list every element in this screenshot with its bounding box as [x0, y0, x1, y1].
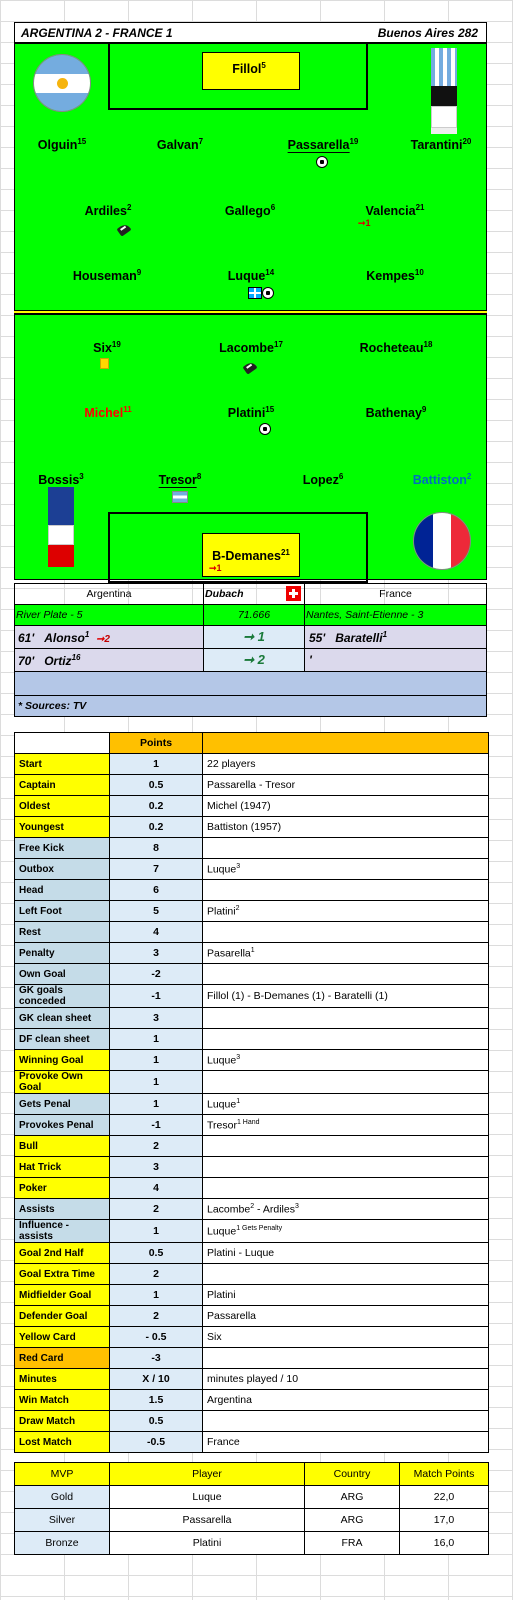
- points-label: Start: [15, 754, 110, 775]
- points-label: GK clean sheet: [15, 1008, 110, 1029]
- france-flag-icon: [413, 512, 471, 570]
- points-row: [15, 1071, 489, 1094]
- points-detail: minutes played / 10: [203, 1369, 489, 1390]
- points-label: Lost Match: [15, 1432, 110, 1453]
- sub2-home: 70' Ortiz$^{16}$: [15, 649, 204, 672]
- team-away: France: [305, 584, 487, 605]
- points-label: Left Foot: [15, 901, 110, 922]
- points-row: [15, 1157, 489, 1178]
- points-detail: Tresor$^{1 Hand}$: [203, 1115, 489, 1136]
- points-row: [15, 1199, 489, 1220]
- points-value: 7: [110, 859, 203, 880]
- points-row: [15, 1094, 489, 1115]
- points-label: Poker: [15, 1178, 110, 1199]
- referee: Dubach: [204, 584, 305, 605]
- mvp-header-player: Player: [110, 1463, 305, 1486]
- points-value: 1: [110, 1285, 203, 1306]
- home-club: River Plate - 5: [15, 605, 204, 626]
- points-row: [15, 943, 489, 964]
- points-value: -3: [110, 1348, 203, 1369]
- points-value: -2: [110, 964, 203, 985]
- goal-ball-icon: [262, 287, 274, 299]
- points-detail: [203, 1264, 489, 1285]
- points-detail: Six: [203, 1327, 489, 1348]
- match-title: ARGENTINA 2 - FRANCE 1: [21, 26, 173, 40]
- player-gallego: Gallego$^6$: [224, 203, 276, 219]
- points-label: Influence - assists: [15, 1220, 110, 1243]
- points-detail: [203, 1029, 489, 1050]
- points-row: [15, 1050, 489, 1071]
- points-row: [15, 754, 489, 775]
- mvp-row: [15, 1509, 489, 1532]
- points-detail: [203, 1008, 489, 1029]
- points-row: [15, 1411, 489, 1432]
- points-label: GK goals conceded: [15, 985, 110, 1008]
- sub2-away: ': [305, 649, 487, 672]
- points-row: [15, 1243, 489, 1264]
- points-detail: [203, 922, 489, 943]
- points-table: [14, 732, 489, 1453]
- points-label: DF clean sheet: [15, 1029, 110, 1050]
- switzerland-flag-icon: [286, 586, 301, 601]
- points-detail: Pasarella$^1$: [203, 943, 489, 964]
- mvp-cell: ARG: [305, 1509, 400, 1532]
- goal-ball-icon: [259, 423, 271, 435]
- points-detail: Battiston (1957): [203, 817, 489, 838]
- argentina-half: [14, 43, 487, 311]
- points-row: [15, 838, 489, 859]
- points-row: [15, 1115, 489, 1136]
- points-label: Captain: [15, 775, 110, 796]
- player-six: Six$^{19}$: [93, 340, 121, 356]
- points-row: [15, 1327, 489, 1348]
- points-label: Youngest: [15, 817, 110, 838]
- sub1-away: 55' Baratelli$^1$: [305, 626, 487, 649]
- player-battiston: Battiston$^2$: [412, 472, 472, 488]
- points-value: 5: [110, 901, 203, 922]
- points-row: [15, 985, 489, 1008]
- points-row: [15, 1008, 489, 1029]
- points-value: 0.5: [110, 1243, 203, 1264]
- mvp-cell: 17,0: [400, 1509, 489, 1532]
- sub-out-arrow-icon: ➞1: [358, 218, 371, 228]
- player-luque: Luque$^{14}$: [227, 268, 275, 284]
- points-value: 1: [110, 1220, 203, 1243]
- points-value: -0.5: [110, 1432, 203, 1453]
- points-value: 2: [110, 1136, 203, 1157]
- points-detail: [203, 1071, 489, 1094]
- points-value: -1: [110, 985, 203, 1008]
- points-value: 1: [110, 1050, 203, 1071]
- points-label: Goal 2nd Half: [15, 1243, 110, 1264]
- mvp-cell: 16,0: [400, 1532, 489, 1555]
- sources: * Sources: TV: [15, 696, 487, 717]
- points-label: Defender Goal: [15, 1306, 110, 1327]
- france-half: [14, 314, 487, 580]
- points-detail: Platini$^2$: [203, 901, 489, 922]
- points-value: 4: [110, 922, 203, 943]
- penalty-icon: [248, 287, 262, 299]
- points-label: Oldest: [15, 796, 110, 817]
- match-place: Buenos Aires 282: [377, 26, 478, 40]
- points-label: Provokes Penal: [15, 1115, 110, 1136]
- assist-boot-icon: [243, 360, 258, 374]
- points-row: [15, 880, 489, 901]
- player-passarella: Passarella$^{19}$: [287, 137, 359, 153]
- points-detail: Luque$^1$: [203, 1094, 489, 1115]
- points-detail: Luque$^{1 Gets Penalty}$: [203, 1220, 489, 1243]
- points-label: Gets Penal: [15, 1094, 110, 1115]
- points-detail: [203, 880, 489, 901]
- mvp-header-mvp: MVP: [15, 1463, 110, 1486]
- points-value: 2: [110, 1306, 203, 1327]
- mvp-cell: 22,0: [400, 1486, 489, 1509]
- points-label: Minutes: [15, 1369, 110, 1390]
- mvp-cell: Luque: [110, 1486, 305, 1509]
- yellow-card-icon: [100, 358, 109, 369]
- points-detail: Platini: [203, 1285, 489, 1306]
- points-detail: [203, 1411, 489, 1432]
- points-value: 3: [110, 943, 203, 964]
- points-label: Win Match: [15, 1390, 110, 1411]
- player-ardiles: Ardiles$^2$: [84, 203, 132, 219]
- points-row: [15, 1136, 489, 1157]
- points-row: [15, 1285, 489, 1306]
- mvp-table: [14, 1462, 489, 1555]
- points-label: Draw Match: [15, 1411, 110, 1432]
- points-row: [15, 964, 489, 985]
- argentina-flag-icon: [33, 54, 91, 112]
- points-row: [15, 1348, 489, 1369]
- points-label: Red Card: [15, 1348, 110, 1369]
- mvp-cell: Passarella: [110, 1509, 305, 1532]
- sub-out-arrow-icon: ➞1: [209, 563, 222, 573]
- points-value: 2: [110, 1199, 203, 1220]
- mvp-cell: Bronze: [15, 1532, 110, 1555]
- points-label: Outbox: [15, 859, 110, 880]
- player-michel: Michel$^{11}$: [84, 405, 132, 421]
- points-value: - 0.5: [110, 1327, 203, 1348]
- points-detail: Argentina: [203, 1390, 489, 1411]
- mvp-cell: ARG: [305, 1486, 400, 1509]
- argentina-kit-icon: [431, 48, 457, 134]
- player-houseman: Houseman$^9$: [72, 268, 142, 284]
- points-label: Midfielder Goal: [15, 1285, 110, 1306]
- points-row: [15, 1029, 489, 1050]
- points-detail: [203, 964, 489, 985]
- blank-row: [15, 672, 487, 696]
- points-detail: Michel (1947): [203, 796, 489, 817]
- player-kempes: Kempes$^{10}$: [366, 268, 424, 284]
- points-row: [15, 1390, 489, 1411]
- points-row: [15, 1220, 489, 1243]
- points-detail: [203, 1136, 489, 1157]
- points-value: 8: [110, 838, 203, 859]
- points-label: Head: [15, 880, 110, 901]
- player-rocheteau: Rocheteau$^{18}$: [359, 340, 433, 356]
- france-kit-icon: [48, 487, 74, 573]
- mvp-row: [15, 1486, 489, 1509]
- points-row: [15, 1306, 489, 1327]
- points-detail: [203, 1157, 489, 1178]
- points-detail: Luque$^3$: [203, 1050, 489, 1071]
- points-detail: France: [203, 1432, 489, 1453]
- points-row: [15, 817, 489, 838]
- player-lacombe: Lacombe$^{17}$: [219, 340, 283, 356]
- points-value: 0.2: [110, 817, 203, 838]
- points-value: 0.5: [110, 1411, 203, 1432]
- points-detail: [203, 838, 489, 859]
- mvp-header-country: Country: [305, 1463, 400, 1486]
- points-label: Hat Trick: [15, 1157, 110, 1178]
- points-detail: 22 players: [203, 754, 489, 775]
- player-olguin: Olguin$^{15}$: [37, 137, 87, 153]
- points-label: Free Kick: [15, 838, 110, 859]
- player-bathenay: Bathenay$^9$: [365, 405, 427, 421]
- player-fillol: Fillol$^5$: [232, 61, 266, 77]
- points-value: 6: [110, 880, 203, 901]
- points-label: Penalty: [15, 943, 110, 964]
- points-detail: Platini - Luque: [203, 1243, 489, 1264]
- assist-boot-icon: [117, 222, 132, 236]
- points-value: 1: [110, 754, 203, 775]
- points-detail: Lacombe$^2$ - Ardiles$^3$: [203, 1199, 489, 1220]
- player-tarantini: Tarantini$^{20}$: [410, 137, 472, 153]
- points-detail: Fillol (1) - B-Demanes (1) - Baratelli (1): [203, 985, 489, 1008]
- points-value: 3: [110, 1008, 203, 1029]
- points-value: 0.2: [110, 796, 203, 817]
- player-bossis: Bossis$^3$: [38, 472, 84, 488]
- points-value: 1: [110, 1029, 203, 1050]
- mvp-cell: Platini: [110, 1532, 305, 1555]
- match-info-table: [14, 583, 487, 717]
- points-value: 1: [110, 1094, 203, 1115]
- points-row: [15, 1432, 489, 1453]
- points-row: [15, 1264, 489, 1285]
- points-label: Goal Extra Time: [15, 1264, 110, 1285]
- points-label: Bull: [15, 1136, 110, 1157]
- goal-ball-icon: [316, 156, 328, 168]
- points-value: -1: [110, 1115, 203, 1136]
- points-value: 1: [110, 1071, 203, 1094]
- mvp-cell: Silver: [15, 1509, 110, 1532]
- points-detail: Passarella: [203, 1306, 489, 1327]
- arrow-sub-2: ➞ 2: [204, 649, 305, 672]
- attendance: 71.666: [204, 605, 305, 626]
- points-label: Assists: [15, 1199, 110, 1220]
- player-valencia: Valencia$^{21}$: [365, 203, 425, 219]
- points-value: 3: [110, 1157, 203, 1178]
- points-value: 0.5: [110, 775, 203, 796]
- points-row: [15, 859, 489, 880]
- points-row: [15, 1178, 489, 1199]
- away-club: Nantes, Saint-Etienne - 3: [305, 605, 487, 626]
- arrow-sub-1: ➞ 1: [204, 626, 305, 649]
- player-galvan: Galvan$^7$: [156, 137, 204, 153]
- points-label: Provoke Own Goal: [15, 1071, 110, 1094]
- points-detail: Luque$^3$: [203, 859, 489, 880]
- points-label: Winning Goal: [15, 1050, 110, 1071]
- points-row: [15, 796, 489, 817]
- match-header: [14, 22, 487, 43]
- player-lopez: Lopez$^6$: [302, 472, 344, 488]
- mvp-row: [15, 1532, 489, 1555]
- points-label: Own Goal: [15, 964, 110, 985]
- mvp-cell: Gold: [15, 1486, 110, 1509]
- player-platini: Platini$^{15}$: [227, 405, 275, 421]
- points-detail: [203, 1178, 489, 1199]
- team-home: Argentina: [15, 584, 204, 605]
- points-label: Yellow Card: [15, 1327, 110, 1348]
- player-tresor: Tresor$^8$: [158, 472, 202, 488]
- points-value: X / 10: [110, 1369, 203, 1390]
- points-row: [15, 1369, 489, 1390]
- provoke-penalty-flag-icon: [172, 491, 188, 503]
- points-value: 2: [110, 1264, 203, 1285]
- sub1-home: 61' Alonso$^1$ ➞2: [15, 626, 204, 649]
- points-detail: Passarella - Tresor: [203, 775, 489, 796]
- mvp-header-points: Match Points: [400, 1463, 489, 1486]
- points-row: [15, 922, 489, 943]
- points-label: Rest: [15, 922, 110, 943]
- points-header: Points: [110, 733, 203, 754]
- points-detail: [203, 1348, 489, 1369]
- points-row: [15, 901, 489, 922]
- points-value: 4: [110, 1178, 203, 1199]
- mvp-cell: FRA: [305, 1532, 400, 1555]
- points-row: [15, 775, 489, 796]
- points-value: 1.5: [110, 1390, 203, 1411]
- player-b-demanes: B-Demanes$^{21}$: [212, 548, 290, 564]
